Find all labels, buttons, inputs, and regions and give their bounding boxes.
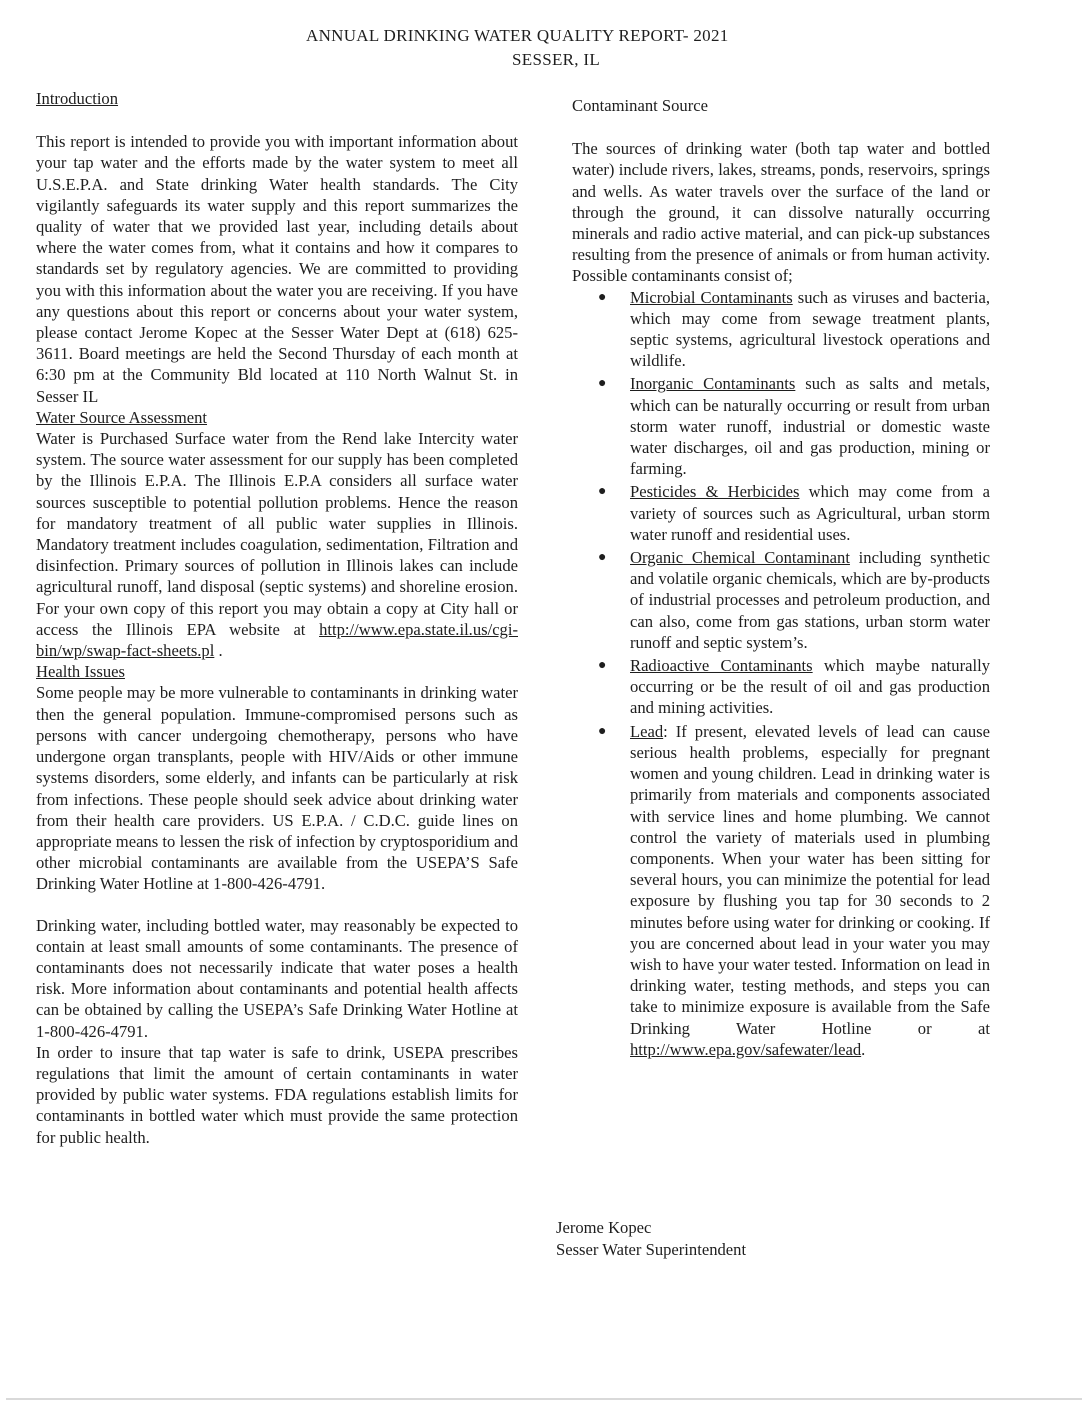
source-heading: Water Source Assessment [36, 407, 208, 427]
bullet-term: Pesticides & Herbicides [630, 482, 800, 502]
bullet-term: Organic Chemical Contaminant [630, 548, 850, 568]
bullet-text: which may come from a variety of sources such as Agricultural, urban storm water runoff and residential uses. [630, 482, 990, 544]
bullet-text: : If present, elevated levels of lead can cause serious health problems, especially for pregnant women and young children. Lead in drinking water is primarily from materials and components associated with service lines and home plumbing. We cannot control the variety of materials used in plumbing components. When your water has been sitting for several hours, you can minimize the potential for lead exposure by flushing you tap for 30 seconds to 2 minutes before using water for drinking or cooking. If you are concerned about lead in your water you may wish to have your water tested. Information on lead in drinking water, testing methods, and steps you can take to minimize exposure is available from the Safe Drinking Water Hotline or at [630, 721, 990, 1038]
list-item [598, 287, 990, 372]
bullet-term: Lead [630, 721, 664, 741]
bullet-icon: ● [598, 289, 607, 305]
bullet-icon: ● [598, 376, 607, 392]
contaminant-heading: Contaminant Source [572, 96, 708, 115]
bullet-term: Microbial Contaminants [630, 287, 793, 307]
source-text: Water is Purchased Surface water from the Rend lake Intercity water system. The source water assessment for our supply has been completed by the Illinois E.P.A. The Illinois E.P.A considers all surface water sources susceptible to potential pollution problems. Hence the reason for mandatory treatment of all public water supplies in Illinois. Mandatory treatment includes coagulation, sedimentation, Filtration and disinfection. Primary sources of pollution in Illinois lakes can include agricultural runoff, land disposal (septic systems) and shoreline erosion. For your own copy of this report you may obtain a copy at City hall or access the Illinois EPA website at [36, 429, 518, 639]
intro-paragraph: This report is intended to provide you with important information about your tap water and the efforts made by the water system to meet all U.S.E.P.A. and State drinking Water health standards. The City vigilantly safeguards its water supply and this report summarizes the quality of water that we provided last year, including details about where the water comes from, what it contains and how it compares to standards set by regulatory agencies. We are committed to providing you with this information about the water you are receiving. If you have any questions about this report or concerns about your water system, please contact Jerome Kopec at the Sesser Water Dept at (618) 625-3611. Board meetings are held the Second Thursday of each month at 6:30 pm at the Community Bld located at 110 North Walnut St. in Sesser IL [36, 132, 518, 406]
list-item [598, 547, 990, 653]
lead-end: . [861, 1039, 866, 1059]
bullet-term: Inorganic Contaminants [630, 374, 796, 394]
bullet-icon: ● [598, 550, 607, 566]
list-item [598, 655, 990, 719]
bullet-icon: ● [598, 484, 607, 500]
bullet-term: Radioactive Contaminants [630, 656, 813, 676]
contaminant-intro: The sources of drinking water (both tap water and bottled water) include rivers, lakes, streams, ponds, reservoirs, springs and wells. As water travels over the surface of the land or through the ground, it can dissolve naturally occurring minerals and radio active material, and can pick-up substances resulting from the presence of animals or from human activity. Possible contaminants consist of; [572, 139, 990, 286]
bullet-text: such as viruses and bacteria, which may come from sewage treatment plants, septic systems, agricultural livestock operations and wildlife. [630, 287, 990, 371]
lead-link[interactable]: http://www.epa.gov/safewater/lead [630, 1039, 862, 1059]
health-paragraph: Some people may be more vulnerable to contaminants in drinking water then the general population. Immune-compromised persons such as persons with cancer undergoing chemotherapy, persons who have undergone organ transplants, people with HIV/Aids or other immune systems disorders, some elderly, and infants can be particularly at risk from infections. These people should seek advice about drinking water from their health care providers. US E.P.A. / C.D.C. guide lines on appropriate means to lessen the risk of infection by cryptosporidium and other microbial contaminants are available from the USEPA’S Safe Drinking Water Hotline at 1-800-426-4791. [36, 683, 518, 894]
health-heading: Health Issues [36, 662, 125, 682]
source-link[interactable]: http://www.epa.state.il.us/cgi-bin/wp/swap-fact-sheets.pl [36, 619, 518, 661]
bullet-icon: ● [598, 723, 607, 739]
list-item [598, 721, 990, 1060]
scan-edge-divider [6, 1398, 1082, 1400]
list-item [598, 481, 990, 545]
report-title: ANNUAL DRINKING WATER QUALITY REPORT- 2021 [306, 26, 729, 45]
source-end: . [214, 641, 223, 661]
intro-heading: Introduction [36, 89, 119, 108]
bullet-text: including synthetic and volatile organic chemicals, which are by-products of industrial processes and petroleum production, and can also, come from gas stations, urban storm water runoff and septic system’s. [630, 548, 990, 652]
bullet-text: which maybe naturally occurring or be the result of oil and gas production and mining activities. [630, 656, 990, 718]
list-item [598, 373, 990, 479]
bottled-paragraph: Drinking water, including bottled water, may reasonably be expected to contain at least small amounts of some contaminants. The presence of contaminants does not necessarily indicate that water poses a health risk. More information about contaminants and potential health affects can be obtained by calling the USEPA’s Safe Drinking Water Hotline at 1-800-426-4791. [36, 915, 518, 1041]
source-paragraph [36, 428, 518, 661]
signature-role: Sesser Water Superintendent [556, 1240, 747, 1259]
left-column [36, 88, 518, 1148]
bullet-text: such as salts and metals, which can be naturally occurring or result from urban storm water runoff, industrial or domestic waste water discharges, oil and gas production, mining or farming. [630, 374, 990, 479]
bullet-icon: ● [598, 658, 607, 674]
contaminant-list [572, 287, 990, 1060]
signature-name: Jerome Kopec [556, 1218, 652, 1237]
report-location: SESSER, IL [512, 50, 601, 69]
right-column [572, 95, 990, 1062]
regulations-paragraph: In order to insure that tap water is safe to drink, USEPA prescribes regulations that limit the amount of certain contaminants in water provided by public water systems. FDA regulations establish limits for contaminants in bottled water which must provide the same protection for public health. [36, 1042, 518, 1147]
signature-block [556, 1217, 746, 1261]
